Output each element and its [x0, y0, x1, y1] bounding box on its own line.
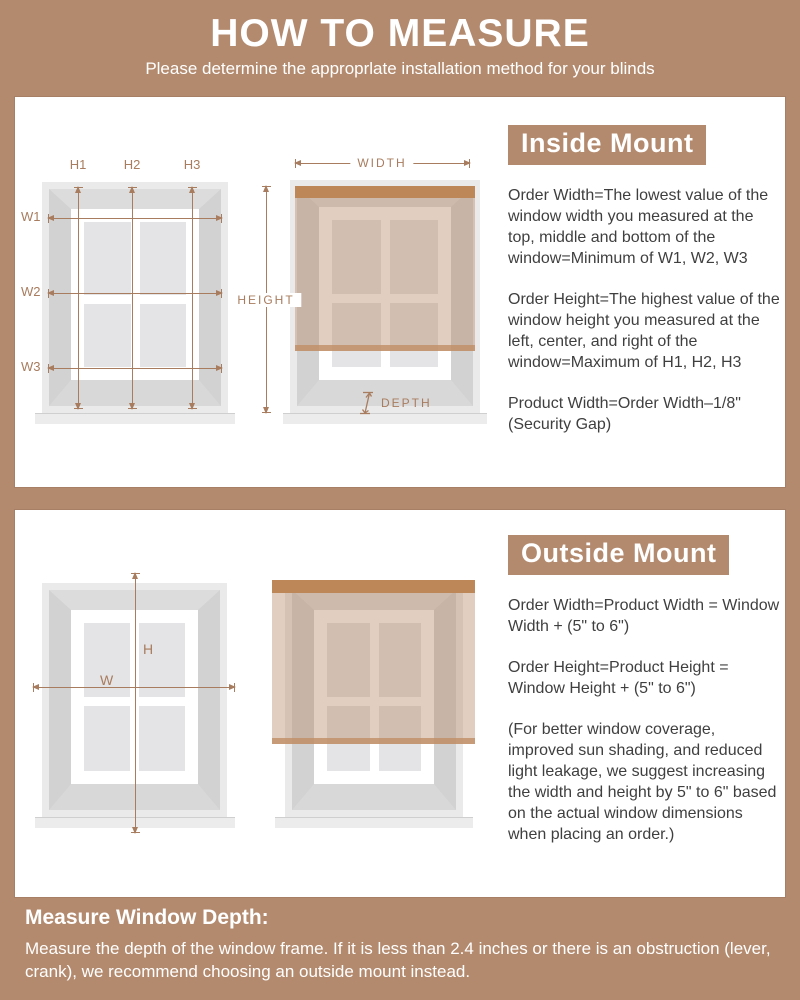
inside-window-illustration — [42, 182, 228, 413]
inside-paragraph-order-width: Order Width=The lowest value of the window width you measured at the top, middle and bottom of the window=Minimum of W1, W2, W3 — [508, 187, 769, 267]
label-h1: H1 — [69, 157, 87, 172]
label-w3: W3 — [21, 359, 41, 374]
outside-paragraph-coverage-note: (For better window coverage, improved sun shading, and reduced light leakage, we suggest increasing the width and height by 5" to 6" based on the actual window dimensions when placing an order.) — [508, 721, 777, 843]
window-pane — [140, 304, 187, 367]
h2-dimension-line — [132, 187, 133, 409]
page-subtitle: Please determine the approprlate installation method for your blinds — [145, 59, 655, 78]
roller-blind-illustration — [272, 580, 475, 744]
outside-paragraph-order-height: Order Height=Product Height = Window Height + (5" to 6") — [508, 659, 729, 697]
w3-dimension-line — [48, 368, 222, 369]
window-panes — [84, 222, 186, 367]
roller-blind-illustration — [295, 186, 475, 351]
measure-depth-note — [25, 906, 777, 983]
inside-mount-text — [508, 125, 784, 435]
measure-depth-heading: Measure Window Depth: — [25, 906, 269, 929]
outside-mount-title: Outside Mount — [508, 535, 729, 575]
w2-dimension-line — [48, 293, 222, 294]
window-pane — [140, 222, 187, 295]
label-h: H — [143, 641, 154, 657]
outside-mount-text — [508, 535, 784, 845]
inside-paragraph-product-width: Product Width=Order Width–1/8" (Security Gap) — [508, 395, 741, 433]
blind-headrail — [295, 186, 475, 198]
w1-dimension-line — [48, 218, 222, 219]
label-w: W — [100, 672, 114, 688]
h-dimension-line — [135, 573, 136, 833]
label-w2: W2 — [21, 284, 41, 299]
label-depth: DEPTH — [381, 396, 432, 410]
blind-fabric — [272, 593, 475, 738]
label-height: HEIGHT — [230, 293, 301, 307]
blind-fabric — [295, 198, 475, 345]
h1-dimension-line — [78, 187, 79, 409]
outside-paragraph-order-width: Order Width=Product Width = Window Width + (5" to 6") — [508, 597, 780, 635]
label-w1: W1 — [21, 209, 41, 224]
inside-paragraph-order-height: Order Height=The highest value of the window height you measured at the left, center, and right of the window=Maximum of H1, H2, H3 — [508, 291, 780, 371]
blind-bottom-rail — [295, 345, 475, 351]
window-sill — [35, 413, 235, 424]
label-h2: H2 — [123, 157, 141, 172]
w-dimension-line — [33, 687, 235, 688]
window-sill — [275, 817, 473, 828]
window-pane — [84, 222, 131, 295]
measure-depth-body: Measure the depth of the window frame. If it is less than 2.4 inches or there is an obstruction (lever, crank), we recommend choosing an outside mount instead. — [25, 939, 771, 981]
label-h3: H3 — [183, 157, 201, 172]
page-header — [0, 12, 800, 79]
blind-headrail — [272, 580, 475, 593]
window-sill — [283, 413, 487, 424]
inside-mount-title: Inside Mount — [508, 125, 706, 165]
inside-mount-card — [15, 97, 785, 487]
h3-dimension-line — [192, 187, 193, 409]
window-pane — [139, 706, 185, 771]
window-pane — [84, 304, 131, 367]
window-pane — [84, 706, 130, 771]
blind-bottom-rail — [272, 738, 475, 744]
page-title: HOW TO MEASURE — [210, 12, 590, 55]
label-width: WIDTH — [350, 156, 413, 170]
depth-arrow-icon — [359, 390, 375, 416]
outside-mount-card — [15, 510, 785, 897]
